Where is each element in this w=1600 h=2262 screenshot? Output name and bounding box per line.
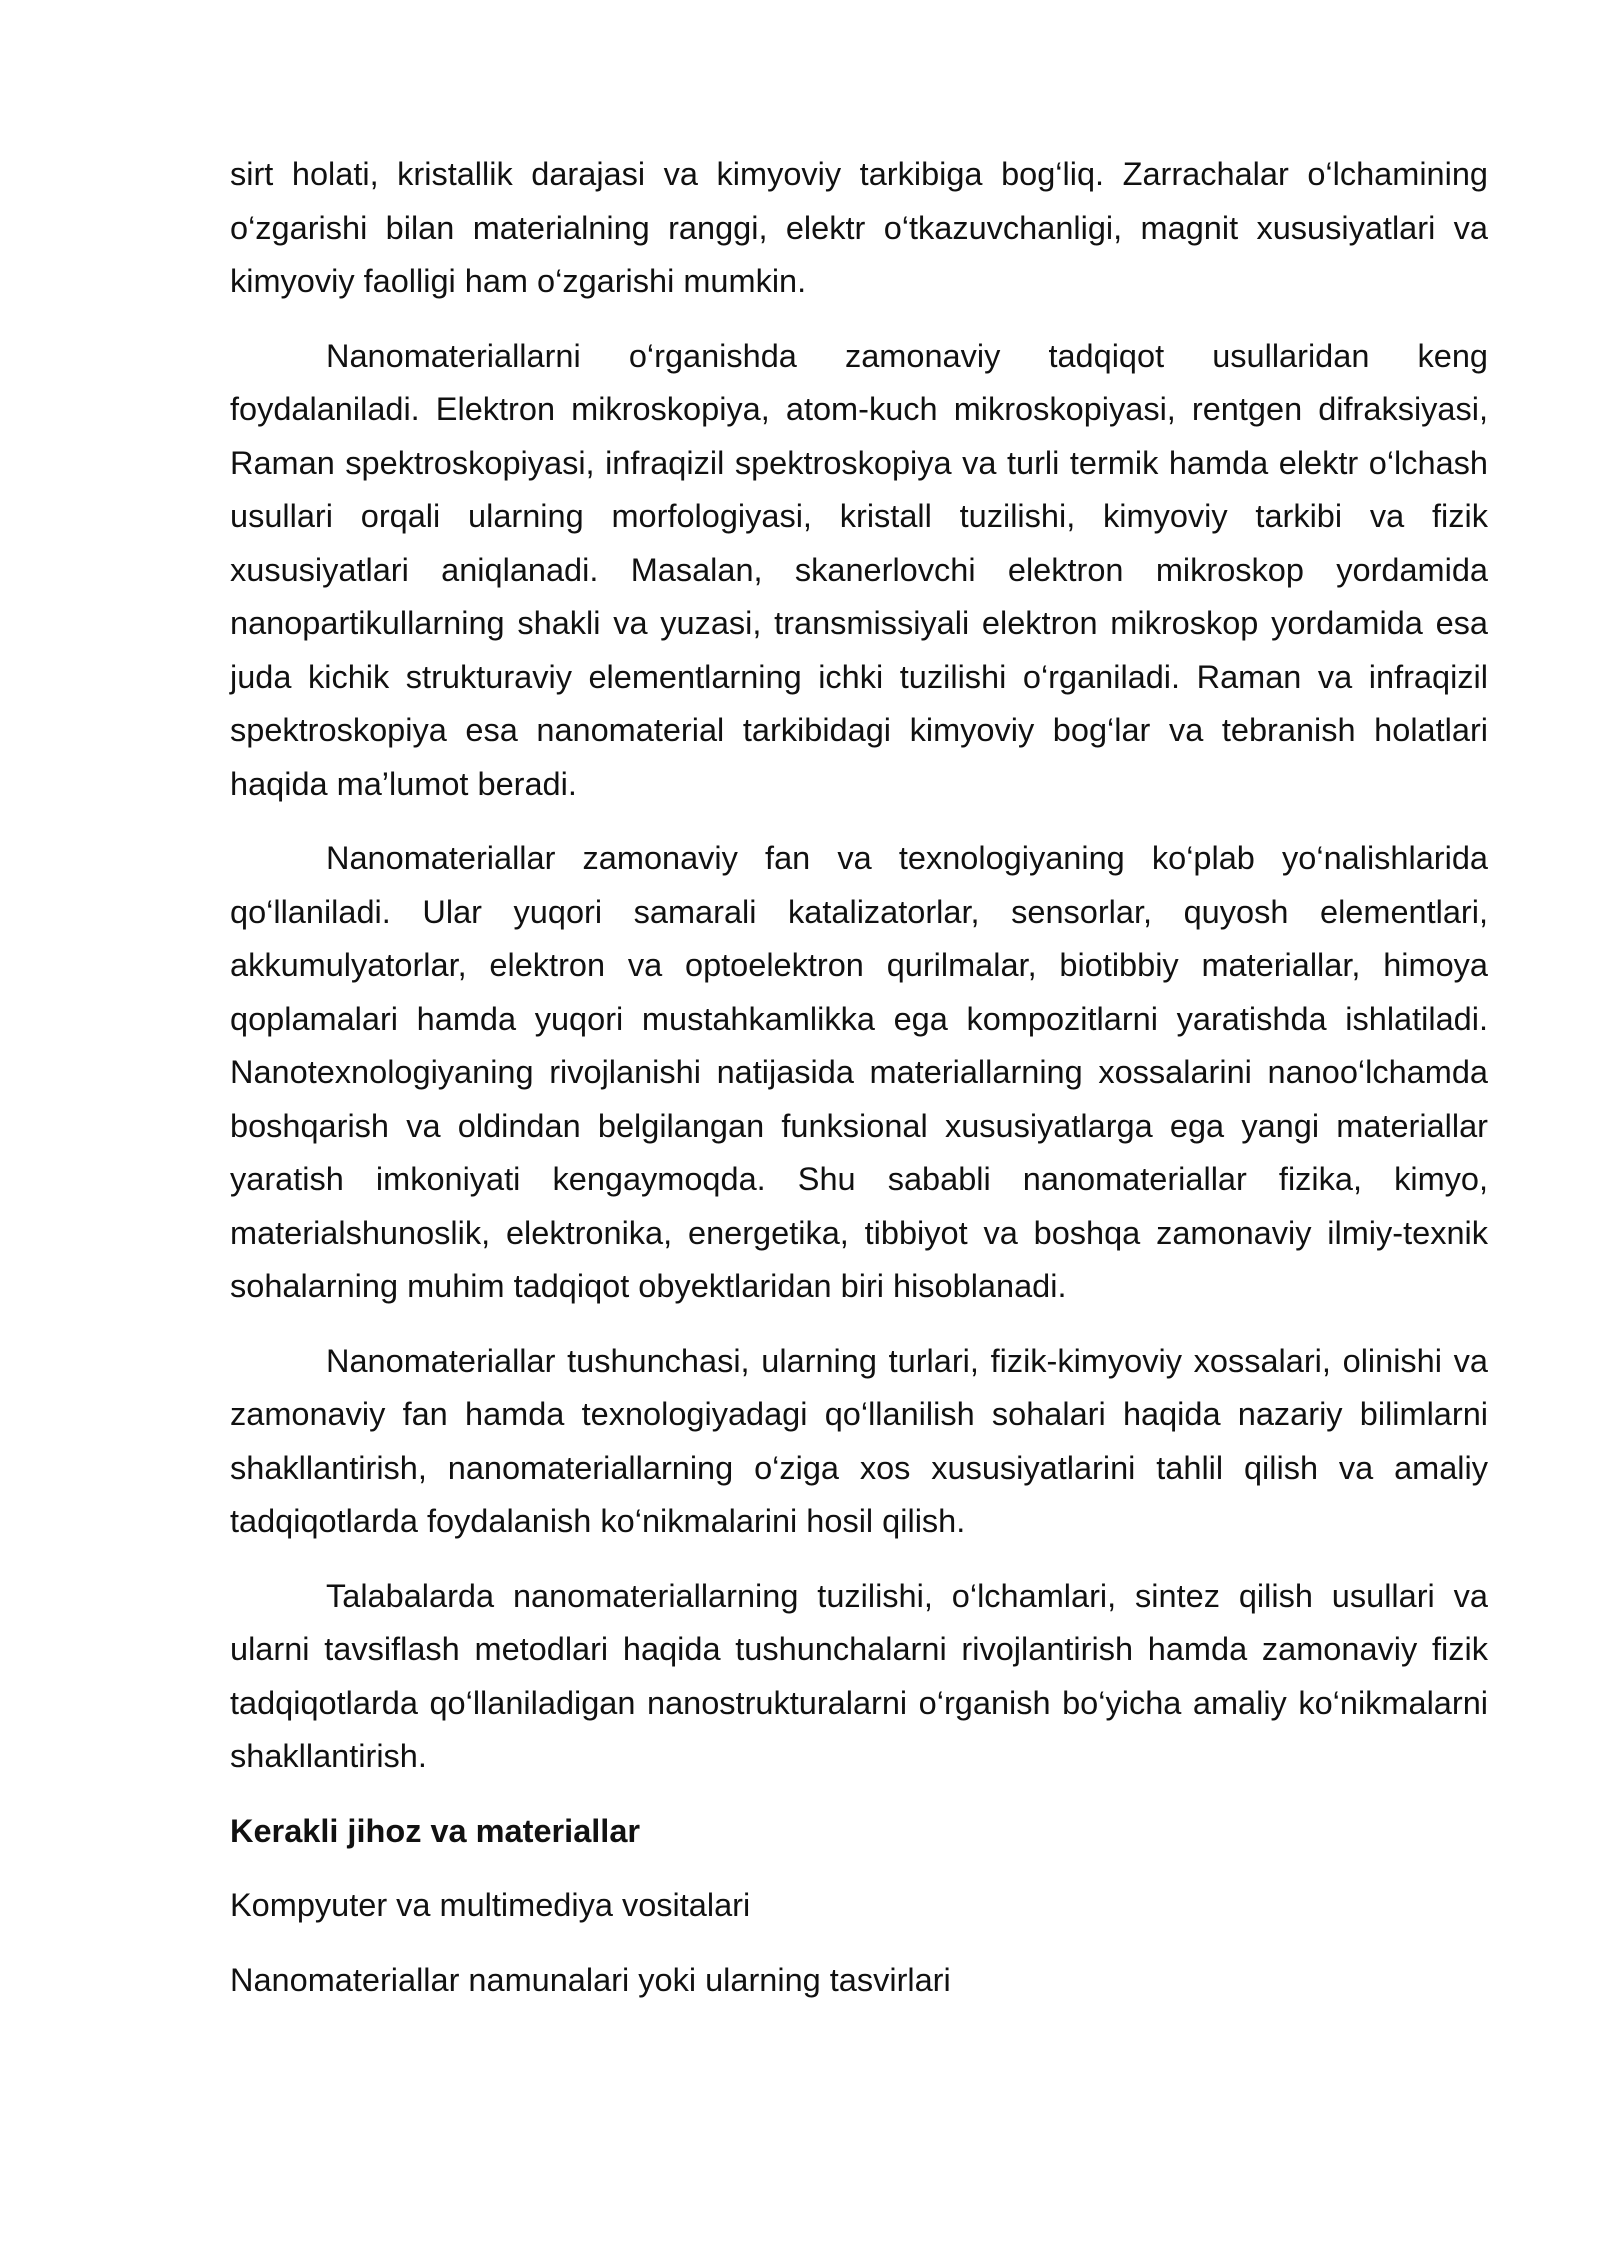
- paragraph-applications: Nanomateriallar zamonaviy fan va texnologiyaning ko‘plab yo‘nalishlarida qo‘llaniladi. Ular yuqori samarali katalizatorlar, sensorlar, quyosh elementlari, akkumulyatorlar, elektron va optoelektron qurilmalar, biotibbiy materiallar, himoya qoplamalari hamda yuqori mustahkamlikka ega kompozitlarni yaratishda ishlatiladi. Nanotexnologiyaning rivojlanishi natijasida materiallarning xossalarini nanoo‘lchamda boshqarish va oldindan belgilangan funksional xususiyatlarga ega yangi materiallar yaratish imkoniyati kengaymoqda. Shu sababli nanomateriallar fizika, kimyo, materialshunoslik, elektronika, energetika, tibbiyot va boshqa zamonaviy ilmiy-texnik sohalarning muhim tadqiqot obyektlaridan biri hisoblanadi.: [230, 840, 1488, 1304]
- equipment-item-samples: Nanomateriallar namunalari yoki ularning tasvirlari: [230, 1961, 951, 1998]
- paragraph-research-methods: Nanomateriallarni o‘rganishda zamonaviy tadqiqot usullaridan keng foydalaniladi. Elektron mikroskopiya, atom-kuch mikroskopiyasi, rentgen difraksiyasi, Raman spektroskopiyasi, infraqizil spektroskopiya va turli termik hamda elektr o‘lchash usullari orqali ularning morfologiyasi, kristall tuzilishi, kimyoviy tarkibi va fizik xususiyatlari aniqlanadi. Masalan, skanerlovchi elektron mikroskop yordamida nanopartikullarning shakli va yuzasi, transmissiyali elektron mikroskop yordamida esa juda kichik strukturaviy elementlarning ichki tuzilishi o‘rganiladi. Raman va infraqizil spektroskopiya esa nanomaterial tarkibidagi kimyoviy bog‘lar va tebranish holatlari haqida ma’lumot beradi.: [230, 337, 1488, 802]
- paragraph-tasks: Talabalarda nanomateriallarning tuzilishi, o‘lchamlari, sintez qilish usullari va ularni tavsiflash metodlari haqida tushunchalarni rivojlantirish hamda zamonaviy fizik tadqiqotlarda qo‘llaniladigan nanostrukturalarni o‘rganish bo‘yicha amaliy ko‘nikmalarni shakllantirish.: [230, 1577, 1488, 1774]
- paragraph-goal: Nanomateriallar tushunchasi, ularning turlari, fizik-kimyoviy xossalari, olinishi va zamonaviy fan hamda texnologiyadagi qo‘llanilish sohalari haqida nazariy bilimlarni shakllantirish, nanomateriallarning o‘ziga xos xususiyatlarini tahlil qilish va amaliy tadqiqotlarda foydalanish ko‘nikmalarini hosil qilish.: [230, 1342, 1488, 1539]
- paragraph-continuation: sirt holati, kristallik darajasi va kimyoviy tarkibiga bog‘liq. Zarrachalar o‘lchamining o‘zgarishi bilan materialning ranggi, elektr o‘tkazuvchanligi, magnit xususiyatlari va kimyoviy faolligi ham o‘zgarishi mumkin.: [230, 156, 1488, 299]
- equipment-item-computer: Kompyuter va multimediya vositalari: [230, 1887, 751, 1923]
- section-heading-equipment: Kerakli jihoz va materiallar: [230, 1812, 641, 1849]
- document-page: [230, 148, 1488, 2028]
